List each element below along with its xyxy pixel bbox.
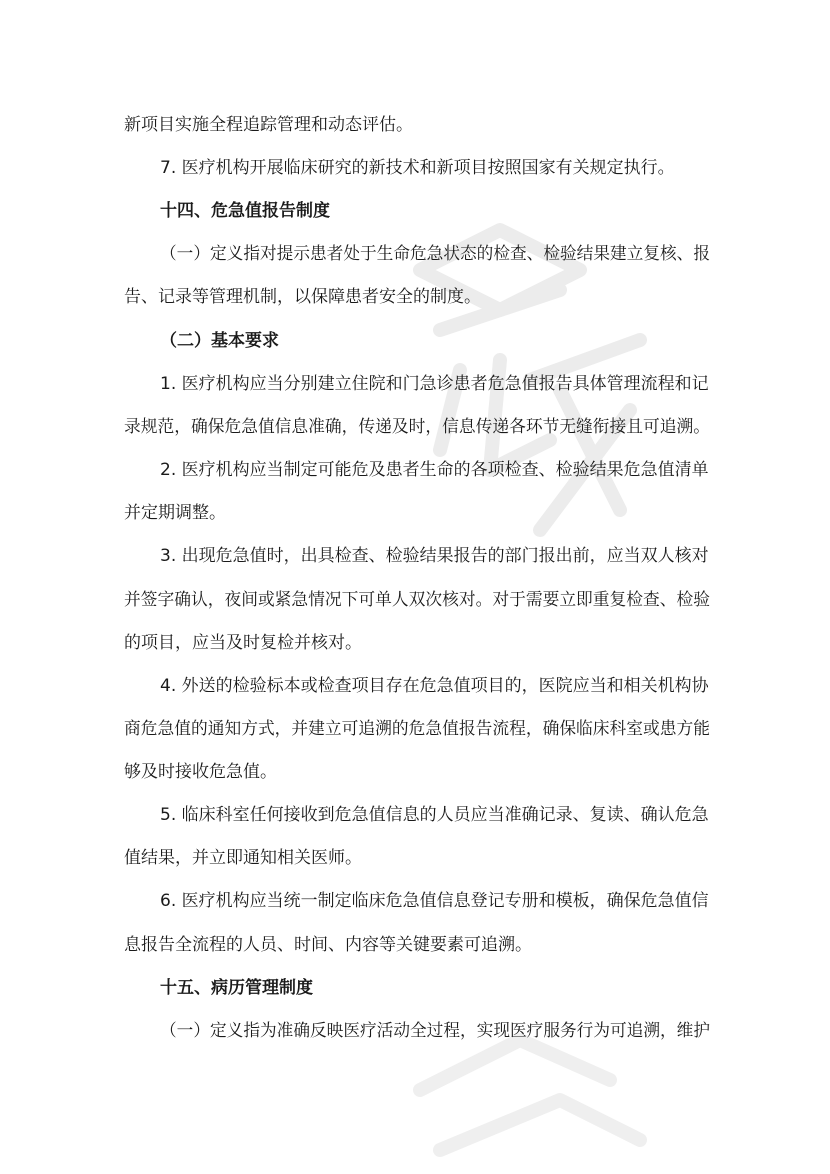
text-line: 7. 医疗机构开展临床研究的新技术和新项目按照国家有关规定执行。: [160, 158, 675, 178]
section-heading: 十五、病历管理制度: [160, 978, 313, 998]
text-line: 并签字确认，夜间或紧急情况下可单人双次核对。对于需要立即重复检查、检验: [124, 590, 710, 610]
subsection-heading: （二）基本要求: [160, 331, 279, 351]
text-line: 录规范，确保危急值信息准确，传递及时，信息传递各环节无缝衔接且可追溯。: [124, 417, 710, 437]
text-line: （一）定义指为准确反映医疗活动全过程，实现医疗服务行为可追溯，维护: [160, 1021, 710, 1041]
text-line: 5. 临床科室任何接收到危急值信息的人员应当准确记录、复读、确认危急: [160, 805, 709, 825]
section-heading: 十四、危急值报告制度: [160, 201, 330, 221]
watermark-bottom-icon: [380, 970, 700, 1174]
text-line: 2. 医疗机构应当制定可能危及患者生命的各项检查、检验结果危急值清单: [160, 460, 709, 480]
text-line: 告、记录等管理机制，以保障患者安全的制度。: [124, 287, 481, 307]
text-line: 够及时接收危急值。: [124, 762, 277, 782]
text-line: （一）定义指对提示患者处于生命危急状态的检查、检验结果建立复核、报: [160, 244, 710, 264]
text-line: 息报告全流程的人员、时间、内容等关键要素可追溯。: [124, 935, 532, 955]
text-line: 并定期调整。: [124, 503, 226, 523]
text-line: 新项目实施全程追踪管理和动态评估。: [124, 115, 413, 135]
text-line: 3. 出现危急值时，出具检查、检验结果报告的部门报出前，应当双人核对: [160, 546, 709, 566]
text-line: 商危急值的通知方式，并建立可追溯的危急值报告流程，确保临床科室或患方能: [124, 719, 710, 739]
text-line: 1. 医疗机构应当分别建立住院和门急诊患者危急值报告具体管理流程和记: [160, 374, 709, 394]
text-line: 的项目，应当及时复检并核对。: [124, 633, 362, 653]
text-line: 值结果，并立即通知相关医师。: [124, 848, 362, 868]
text-line: 6. 医疗机构应当统一制定临床危急值信息登记专册和模板，确保危急值信: [160, 891, 709, 911]
text-line: 4. 外送的检验标本或检查项目存在危急值项目的，医院应当和相关机构协: [160, 676, 709, 696]
